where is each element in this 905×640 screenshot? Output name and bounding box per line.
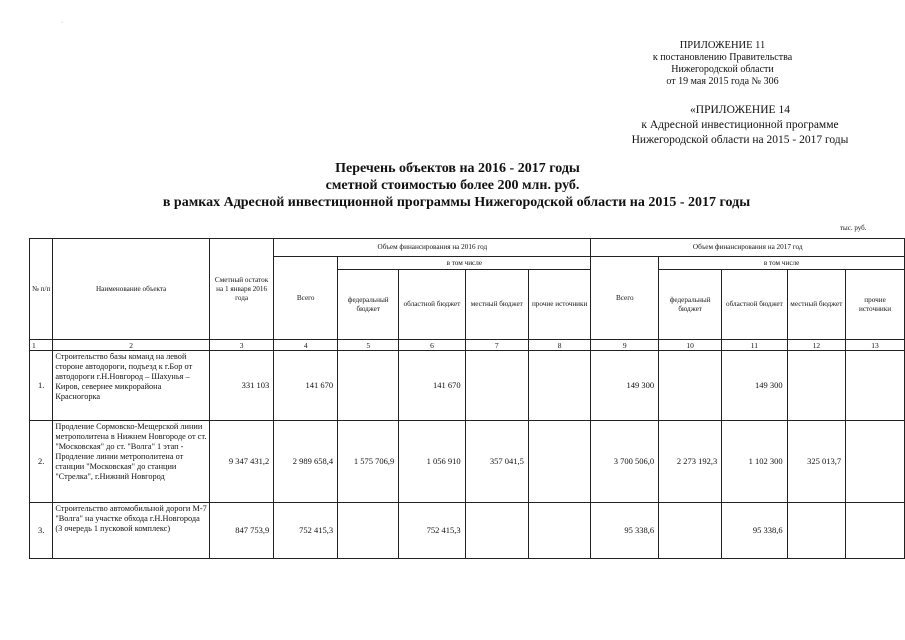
appendix-program-line2: к Адресной инвестиционной программе bbox=[641, 119, 839, 131]
header-total-2016: Всего bbox=[274, 257, 338, 340]
header-balance: Сметный остаток на 1 января 2016 года bbox=[209, 239, 273, 340]
col-number: 8 bbox=[528, 340, 591, 351]
regional-2016: 1 056 910 bbox=[399, 421, 465, 503]
col-number: 6 bbox=[399, 340, 465, 351]
header-total-2017: Всего bbox=[591, 257, 659, 340]
federal-2017 bbox=[659, 351, 722, 421]
col-number: 1 bbox=[30, 340, 53, 351]
header-federal-2017: федеральный бюджет bbox=[659, 270, 722, 340]
header-regional-2017: областной бюджет bbox=[722, 270, 787, 340]
other-2016 bbox=[528, 503, 591, 559]
row-number: 1. bbox=[30, 351, 53, 421]
col-number: 13 bbox=[846, 340, 905, 351]
units-label: тыс. руб. bbox=[840, 224, 867, 232]
col-number: 9 bbox=[591, 340, 659, 351]
object-name: Строительство базы команд на левой стороне автодороги, подъезд к г.Бор от автодороги г.Н.Новгород – Шахунья – Киров, севернее микрорайона Красногорка bbox=[53, 351, 210, 421]
header-local-2016: местный бюджет bbox=[465, 270, 528, 340]
header-including-2017: в том числе bbox=[659, 257, 905, 270]
federal-2017: 2 273 192,3 bbox=[659, 421, 722, 503]
local-2017: 325 013,7 bbox=[787, 421, 846, 503]
col-number: 3 bbox=[209, 340, 273, 351]
regional-2017: 149 300 bbox=[722, 351, 787, 421]
total-2017: 149 300 bbox=[591, 351, 659, 421]
appendix-resolution-title: ПРИЛОЖЕНИЕ 11 bbox=[679, 40, 766, 51]
balance-value: 847 753,9 bbox=[209, 503, 273, 559]
other-2016 bbox=[528, 351, 591, 421]
col-number: 10 bbox=[659, 340, 722, 351]
local-2016: 357 041,5 bbox=[465, 421, 528, 503]
title-line-2: сметной стоимостью более 200 млн. руб. bbox=[325, 178, 580, 193]
regional-2017: 95 338,6 bbox=[722, 503, 787, 559]
objects-table bbox=[29, 238, 905, 559]
regional-2016: 141 670 bbox=[399, 351, 465, 421]
appendix-resolution-line4: от 19 мая 2015 года № 306 bbox=[666, 76, 779, 87]
other-2016 bbox=[528, 421, 591, 503]
balance-value: 331 103 bbox=[209, 351, 273, 421]
col-number: 2 bbox=[53, 340, 210, 351]
col-number: 4 bbox=[274, 340, 338, 351]
document-title bbox=[0, 160, 905, 211]
header-federal-2016: федеральный бюджет bbox=[338, 270, 399, 340]
total-2017: 3 700 506,0 bbox=[591, 421, 659, 503]
header-num: № п/п bbox=[30, 239, 53, 340]
balance-value: 9 347 431,2 bbox=[209, 421, 273, 503]
object-name: Строительство автомобильной дороги М-7 "Волга" на участке обхода г.Н.Новгорода (3 очередь 1 пусковой комплекс) bbox=[53, 503, 210, 559]
header-including-2016: в том числе bbox=[338, 257, 591, 270]
title-line-1: Перечень объектов на 2016 - 2017 годы bbox=[335, 161, 580, 176]
object-name: Продление Сормовско-Мещерской линии метрополитена в Нижнем Новгороде от ст. "Московская" до ст. "Волга" 1 этап - Продление линии метрополитена от станции "Московская" до станции "Стрелка", г.Нижний Новгород bbox=[53, 421, 210, 503]
total-2016: 2 989 658,4 bbox=[274, 421, 338, 503]
column-number-row bbox=[30, 340, 905, 351]
total-2017: 95 338,6 bbox=[591, 503, 659, 559]
col-number: 12 bbox=[787, 340, 846, 351]
other-2017 bbox=[846, 351, 905, 421]
col-number: 11 bbox=[722, 340, 787, 351]
federal-2016: 1 575 706,9 bbox=[338, 421, 399, 503]
federal-2017 bbox=[659, 503, 722, 559]
col-number: 7 bbox=[465, 340, 528, 351]
local-2016 bbox=[465, 503, 528, 559]
other-2017 bbox=[846, 503, 905, 559]
header-row-1 bbox=[30, 239, 905, 257]
header-local-2017: местный бюджет bbox=[787, 270, 846, 340]
local-2016 bbox=[465, 351, 528, 421]
appendix-program-line3: Нижегородской области на 2015 - 2017 годы bbox=[631, 134, 849, 146]
federal-2016 bbox=[338, 351, 399, 421]
regional-2016: 752 415,3 bbox=[399, 503, 465, 559]
table-row bbox=[30, 421, 905, 503]
appendix-resolution-line2: к постановлению Правительства bbox=[652, 52, 793, 63]
corner-mark: · bbox=[61, 20, 63, 26]
federal-2016 bbox=[338, 503, 399, 559]
table-row bbox=[30, 503, 905, 559]
appendix-program-title: «ПРИЛОЖЕНИЕ 14 bbox=[690, 104, 790, 116]
local-2017 bbox=[787, 351, 846, 421]
appendix-resolution-line3: Нижегородской области bbox=[671, 64, 774, 75]
total-2016: 141 670 bbox=[274, 351, 338, 421]
local-2017 bbox=[787, 503, 846, 559]
row-number: 2. bbox=[30, 421, 53, 503]
appendix-program-block bbox=[595, 103, 885, 148]
appendix-resolution-block bbox=[620, 40, 825, 88]
total-2016: 752 415,3 bbox=[274, 503, 338, 559]
header-other-2017: прочие источники bbox=[846, 270, 905, 340]
header-fin-2016: Объем финансирования на 2016 год bbox=[274, 239, 591, 257]
header-name: Наименование объекта bbox=[53, 239, 210, 340]
title-line-3: в рамках Адресной инвестиционной программы Нижегородской области на 2015 - 2017 годы bbox=[162, 195, 751, 210]
table-row bbox=[30, 351, 905, 421]
col-number: 5 bbox=[338, 340, 399, 351]
row-number: 3. bbox=[30, 503, 53, 559]
header-regional-2016: областной бюджет bbox=[399, 270, 465, 340]
header-fin-2017: Объем финансирования на 2017 год bbox=[591, 239, 905, 257]
regional-2017: 1 102 300 bbox=[722, 421, 787, 503]
header-other-2016: прочие источники bbox=[528, 270, 591, 340]
other-2017 bbox=[846, 421, 905, 503]
